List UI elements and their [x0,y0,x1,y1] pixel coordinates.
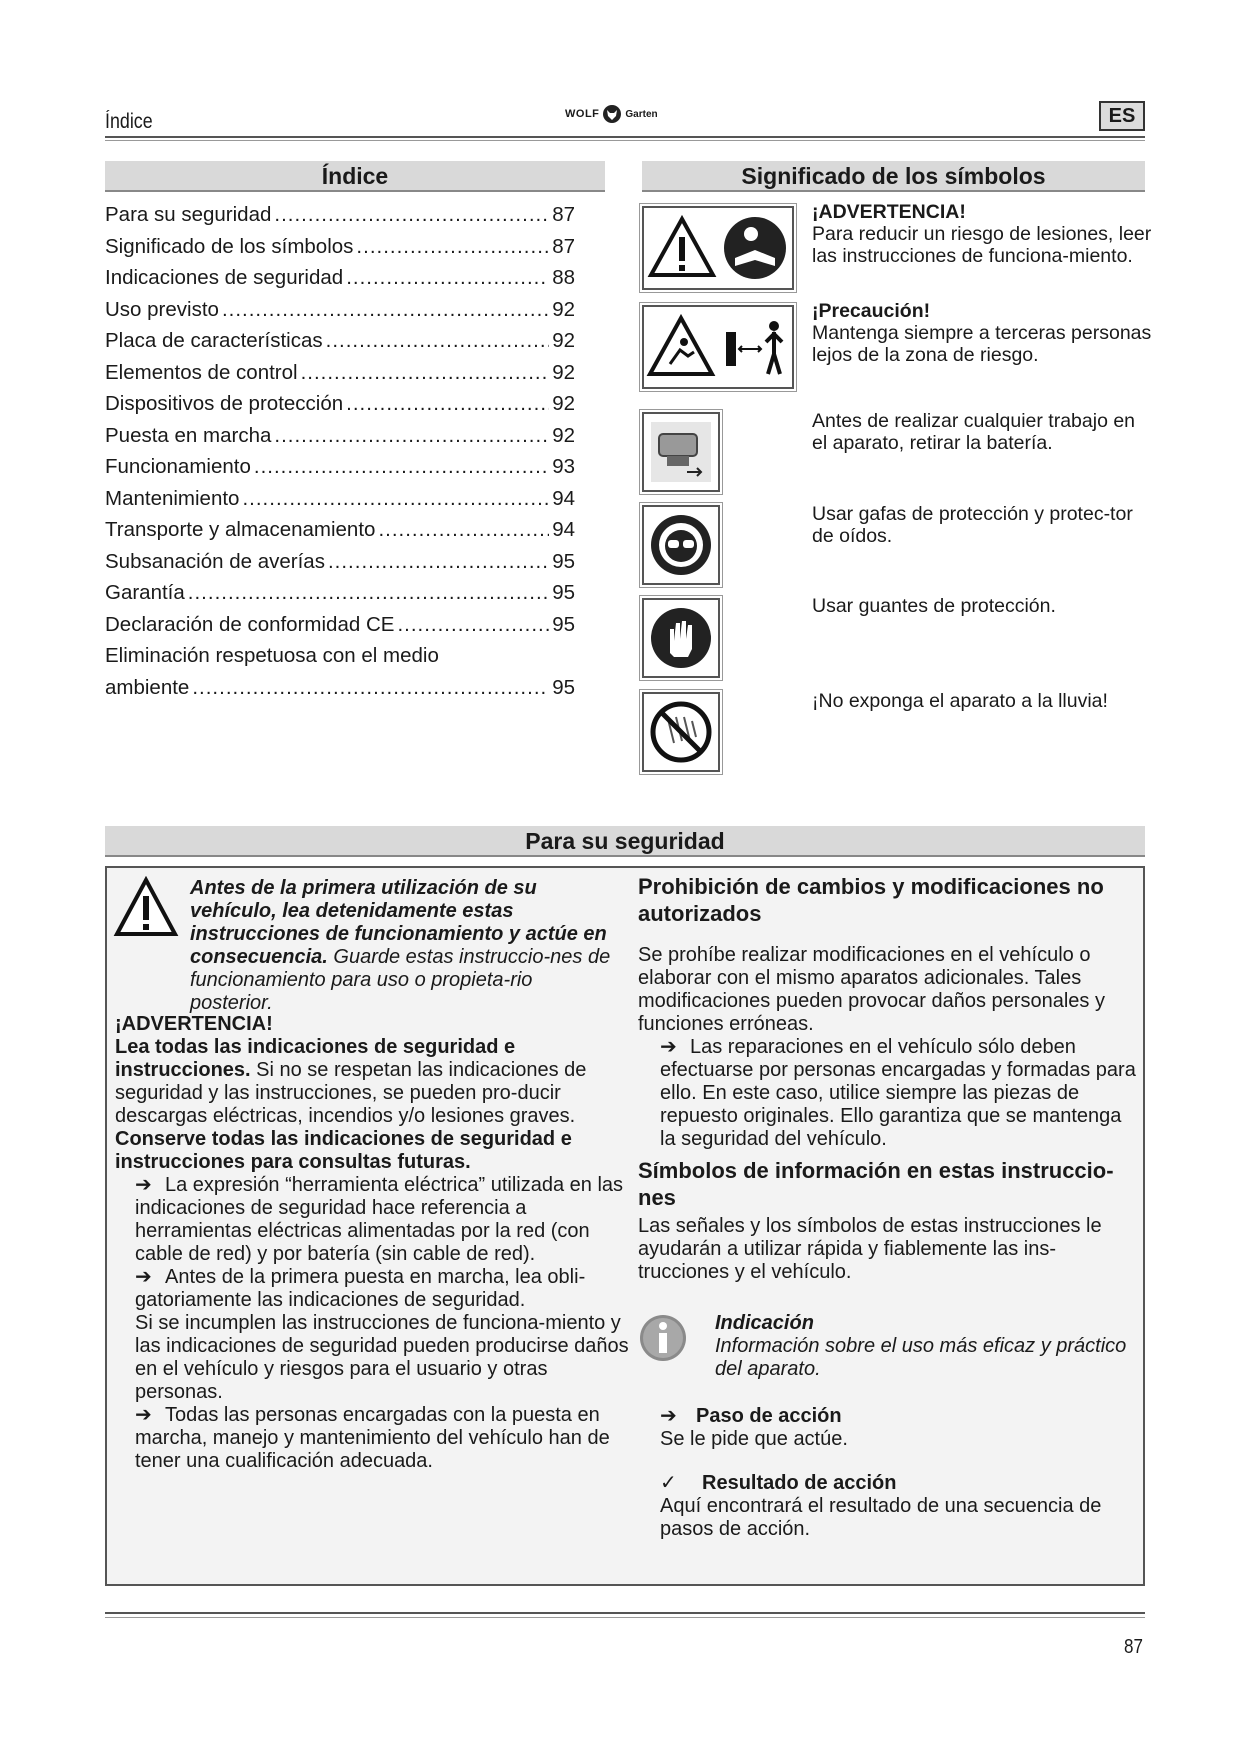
toc-item [105,581,575,613]
prohibition-bullet-text: Las reparaciones en el vehículo sólo deben efectuarse por personas encargadas y formadas para ello. En este caso, utilice siempre las piezas de repuesto originales. Ello garantiza que se mantenga la seguridad del vehículo. [660,1036,1136,1150]
safety-intro [190,877,620,1015]
symbols-heading: Significado de los símbolos [642,161,1145,192]
warning-label: ¡ADVERTENCIA! [115,1013,273,1035]
bullet-2-text: Antes de la primera puesta en marcha, lea obli-gatoriamente las indicaciones de seguridad. [135,1266,586,1311]
bullet-2-continuation: Si se incumplen las instrucciones de funciona-miento y las indicaciones de seguridad pueden producirse daños en el vehículo y riesgos para el usuario y otras personas. [135,1312,629,1403]
toc-item [105,676,575,708]
toc-item-page: 95 [552,581,575,604]
safety-heading: Para su seguridad [105,826,1145,857]
toc-item-page: 95 [552,675,575,699]
toc-item-page: 87 [552,203,575,226]
toc-leader-dots [274,203,549,227]
toc-item-page: 94 [552,518,575,541]
toc-item [105,550,575,582]
toc-item [105,424,575,456]
toc-item-label: Transporte y almacenamiento [105,518,376,541]
read-manual-icon [721,214,789,282]
toc-item-page: 92 [552,297,575,321]
toc-item-page: 95 [552,612,575,636]
remove-battery-icon [647,418,715,486]
warning-triangle-icon [647,213,717,283]
toc-item [105,455,575,487]
toc-item-page: 88 [552,266,575,289]
symbol-eye-ear-protection [642,505,720,585]
toc-item-page: 92 [552,329,575,352]
toc-item-label: Elementos de control [105,360,298,384]
action-step-text: Se le pide que actúe. [660,1428,848,1450]
symbol-2-text [812,300,1152,366]
prohibition-heading: Prohibición de cambios y modificaciones no autorizados [638,874,1104,926]
symbol-3-description: Antes de realizar cualquier trabajo en el aparato, retirar la batería. [812,410,1136,454]
toc-item-label: Declaración de conformidad CE [105,612,395,636]
page-number: 87 [1124,1636,1143,1658]
read-instructions-rest: Si no se respetan las indicaciones de seguridad y las instrucciones, se pueden pro-ducir descargas eléctricas, incendios y/o lesiones graves. [115,1059,587,1127]
bullet-3 [115,1404,635,1473]
info-symbols-heading: Símbolos de información en estas instruccio-nes [638,1158,1114,1210]
toc-item-label: Significado de los símbolos [105,234,354,258]
toc-leader-dots [378,518,549,542]
toc-leader-dots [192,676,549,700]
action-step-line [660,1405,1140,1428]
symbol-remove-battery [642,412,720,492]
toc-item-label: Eliminación respetuosa con el medio [105,644,439,667]
read-instructions-bold: Lea todas las indicaciones de seguridad e instrucciones. [115,1036,516,1081]
safety-intro-bold: Antes de la primera utilización de su vehículo, lea detenidamente estas instrucciones de funcionamiento y actúe en consecuencia. [190,877,607,968]
toc-item-label-cont: ambiente [105,675,190,699]
symbol-2-heading: ¡Precaución! [812,300,931,322]
toc-item [105,235,575,267]
gloves-icon [648,605,714,671]
read-instructions-paragraph [115,1036,635,1128]
keep-instructions: Conserve todas las indicaciones de seguridad e instrucciones para consultas futuras. [115,1128,572,1173]
action-step-block [660,1405,1140,1451]
symbol-gloves [642,598,720,678]
prohibition-bullet [638,1036,1138,1151]
symbol-warning-read-manual [642,206,794,290]
indication-text: Información sobre el uso más eficaz y práctico del aparato. [715,1335,1127,1380]
warning-triangle-icon [113,876,179,938]
arrow-right-icon: ➔ [135,1174,152,1196]
info-icon [638,1313,688,1363]
safety-right-column [638,873,1138,1284]
toc-item-page: 92 [552,360,575,384]
symbol-1-heading: ¡ADVERTENCIA! [812,201,966,223]
footer-rule [105,1612,1145,1614]
header-rule [105,136,1145,138]
toc-leader-dots [326,329,550,353]
toc-item [105,518,575,550]
safety-left-column [115,1013,635,1473]
symbol-4-description: Usar gafas de protección y protec-tor de oídos. [812,503,1133,547]
wolf-head-icon [602,104,622,124]
info-symbols-text: Las señales y los símbolos de estas instrucciones le ayudarán a utilizar rápida y fiablemente las ins-trucciones y el vehículo. [638,1215,1102,1283]
symbol-6-description: ¡No exponga el aparato a la lluvia! [812,690,1108,712]
toc-leader-dots [346,266,549,290]
toc-item [105,266,575,298]
toc-item-page: 92 [552,423,575,447]
toc-item-label: Dispositivos de protección [105,392,344,415]
toc-item-page: 95 [552,549,575,573]
arrow-right-icon: ➔ [135,1266,152,1288]
language-badge: ES [1099,101,1145,131]
toc-item [105,298,575,330]
footer-rule-thin [105,1617,1145,1618]
toc-item [105,203,575,235]
action-result-line [660,1472,1140,1495]
toc-item-page: 94 [552,486,575,510]
action-step-heading: Paso de acción [696,1405,842,1427]
bystander-distance-icon [720,312,790,382]
toc-item-label: Uso previsto [105,297,219,321]
symbol-5-description: Usar guantes de protección. [812,595,1056,617]
toc-heading: Índice [105,161,605,192]
toc-leader-dots [301,361,550,385]
brand-logo [565,104,658,124]
toc-leader-dots [397,613,549,637]
arrow-right-icon: ➔ [660,1036,677,1058]
symbol-2-description: Mantenga siempre a terceras personas lejos de la zona de riesgo. [812,322,1152,366]
toc-item-label: Mantenimiento [105,486,240,510]
goggles-ear-protection-icon [648,512,714,578]
action-result-block [660,1472,1140,1541]
toc-leader-dots [356,235,549,259]
arrow-right-icon: ➔ [660,1405,677,1427]
toc-leader-dots [222,298,549,322]
toc-item-label: Para su seguridad [105,203,272,226]
indication-heading: Indicación [715,1312,814,1334]
action-result-text: Aquí encontrará el resultado de una secuencia de pasos de acción. [660,1495,1102,1540]
bullet-1-text: La expresión “herramienta eléctrica” utilizada en las indicaciones de seguridad hace referencia a herramientas eléctricas alimentadas por la red (con cable de red) y por batería (sin cable de red). [135,1174,624,1265]
toc-item-label: Subsanación de averías [105,549,325,573]
toc-leader-dots [274,424,549,448]
toc-item [105,392,575,424]
toc-item [105,329,575,361]
toc-item-label: Indicaciones de seguridad [105,266,344,289]
symbol-no-rain [642,692,720,772]
toc-item-label: Garantía [105,581,185,604]
hazard-triangle-icon [646,312,716,382]
toc-leader-dots [254,455,549,479]
symbol-1-text [812,201,1152,267]
indication-block [715,1312,1135,1381]
bullet-3-text: Todas las personas encargadas con la puesta en marcha, manejo y mantenimiento del vehículo han de tener una cualificación adecuada. [135,1404,610,1472]
toc-item-page: 87 [552,234,575,258]
toc-item-label: Placa de características [105,329,323,352]
bullet-2 [115,1266,635,1312]
toc-item-label: Puesta en marcha [105,423,272,447]
bullet-1 [115,1174,635,1266]
toc-leader-dots [188,581,549,605]
toc-leader-dots [242,487,549,511]
toc-item-page: 93 [552,455,575,478]
toc-item [105,644,575,676]
header-rule-thin [105,140,1145,141]
arrow-right-icon: ➔ [135,1404,152,1426]
logo-garten-text: Garten [625,108,658,120]
safety-intro-rest: Guarde estas instruccio-nes de funcionamiento para uso o propieta-rio posterior. [190,946,611,1014]
logo-wolf-text: WOLF [565,108,600,120]
toc-leader-dots [328,550,549,574]
symbol-keep-distance [642,305,794,389]
toc-item-label: Funcionamiento [105,455,251,478]
toc-leader-dots [346,392,549,416]
toc-item [105,487,575,519]
checkmark-icon: ✓ [660,1472,677,1494]
toc-item-page: 92 [552,392,575,415]
toc-list [105,203,575,707]
action-result-heading: Resultado de acción [702,1472,897,1494]
running-header-title: Índice [105,110,153,133]
toc-item [105,613,575,645]
no-rain-icon [648,699,714,765]
symbol-1-description: Para reducir un riesgo de lesiones, leer las instrucciones de funciona-miento. [812,223,1152,267]
toc-item [105,361,575,393]
prohibition-text: Se prohíbe realizar modificaciones en el vehículo o elaborar con el mismo aparatos adicionales. Tales modificaciones pueden provocar daños personales y funciones erróneas. [638,944,1105,1035]
